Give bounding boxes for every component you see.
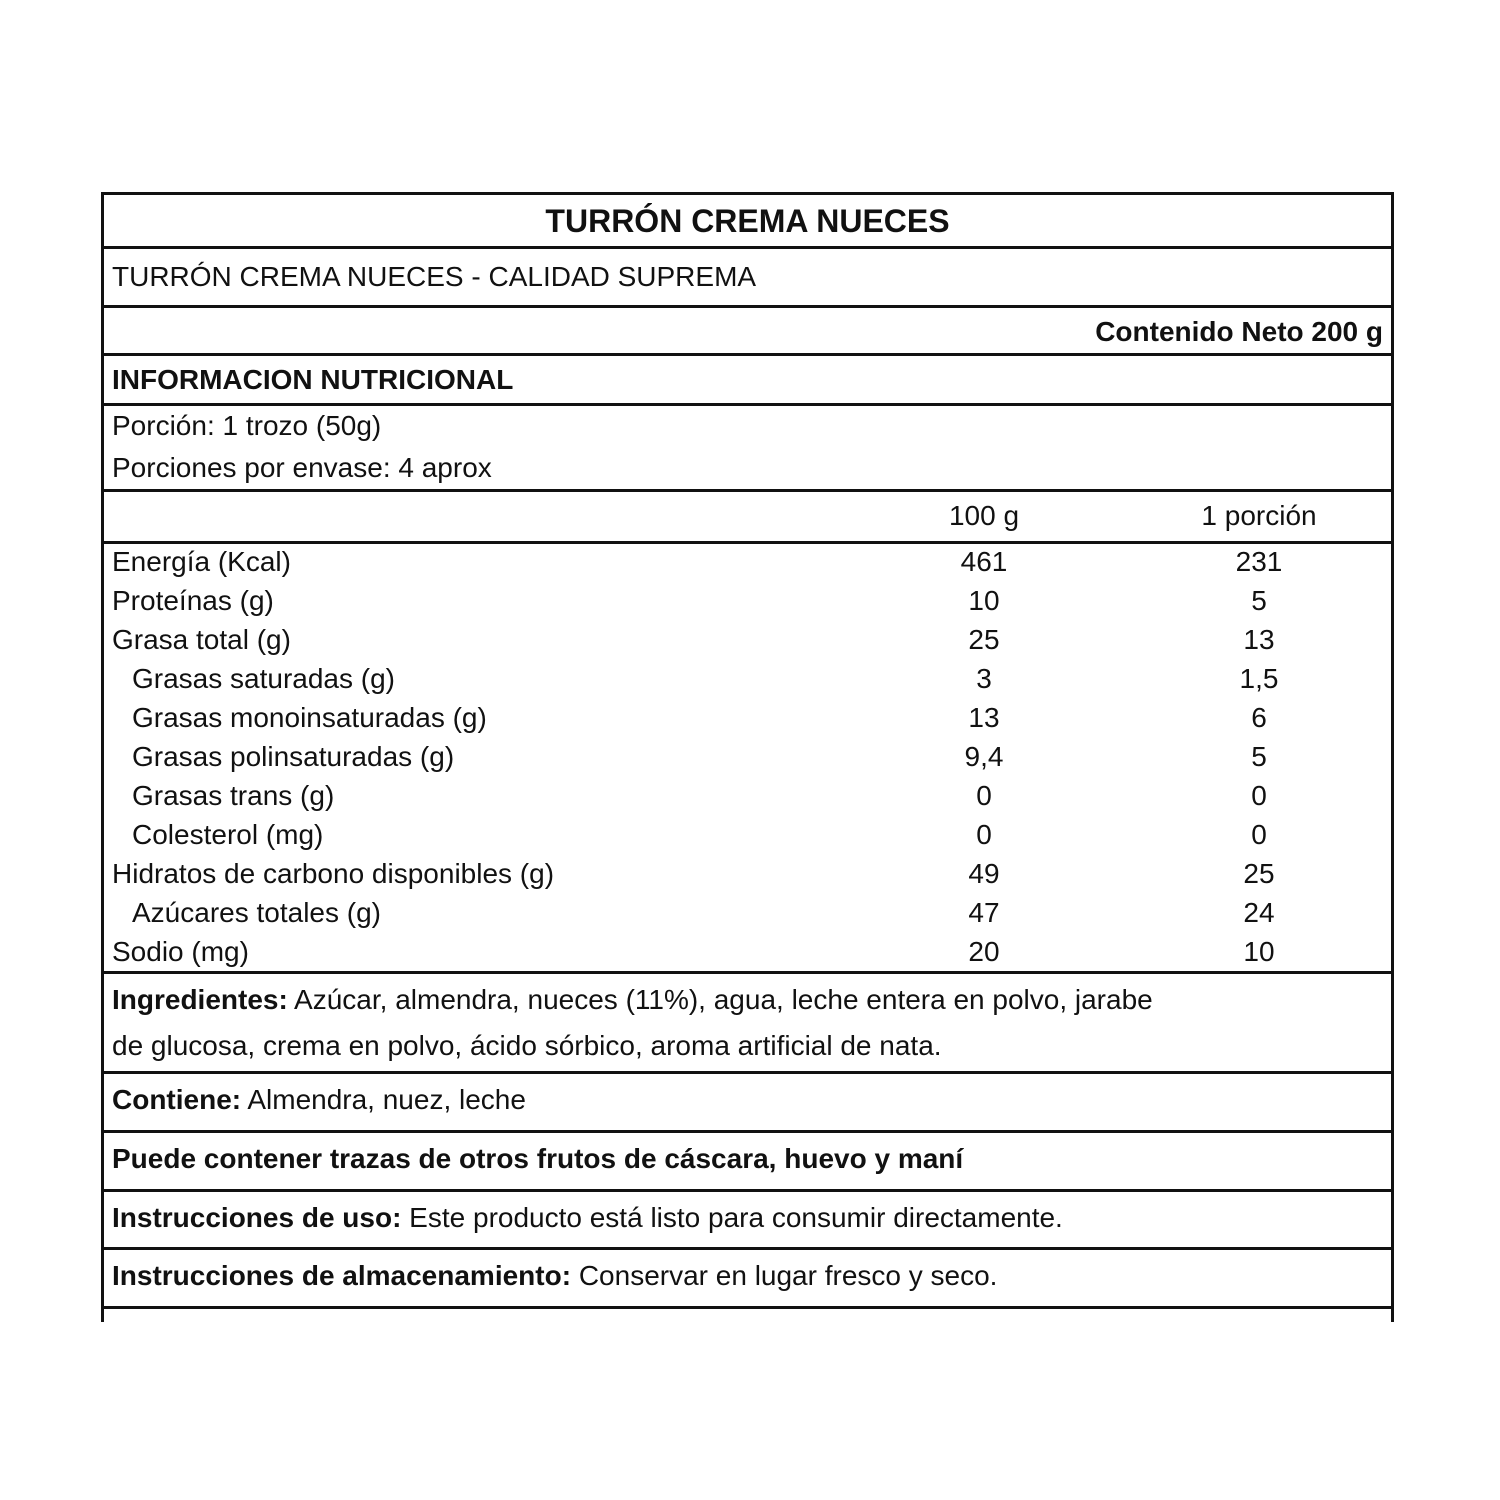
nutrient-per-100g: 25 bbox=[968, 624, 1000, 655]
nutrient-name: Proteínas (g) bbox=[112, 585, 274, 616]
net-content-row bbox=[104, 308, 1391, 356]
contains-row bbox=[104, 1074, 1391, 1133]
column-per-portion: 1 porción bbox=[1201, 500, 1317, 531]
servings-per-pack: Porciones por envase: 4 aprox bbox=[112, 452, 492, 483]
nutrient-row bbox=[104, 934, 1391, 973]
nutrient-per-portion: 24 bbox=[1243, 897, 1275, 928]
nutrient-table bbox=[104, 544, 1391, 974]
storage-label: Instrucciones de almacenamiento: bbox=[112, 1260, 572, 1291]
ingredients-text: Azúcar, almendra, nueces (11%), agua, leche entera en polvo, jarabe bbox=[287, 984, 1153, 1015]
nutrient-row bbox=[104, 778, 1391, 817]
nutrient-per-portion: 1,5 bbox=[1239, 663, 1279, 694]
nutrient-name: Hidratos de carbono disponibles (g) bbox=[112, 858, 555, 889]
nutrient-row bbox=[104, 661, 1391, 700]
ingredients-line-1 bbox=[112, 984, 1153, 1016]
storage-text: Conservar en lugar fresco y seco. bbox=[571, 1260, 998, 1291]
contains-text: Almendra, nuez, leche bbox=[241, 1084, 526, 1115]
traces-warning: Puede contener trazas de otros frutos de cáscara, huevo y maní bbox=[112, 1143, 964, 1174]
nutrient-per-100g: 13 bbox=[968, 702, 1000, 733]
usage-row bbox=[104, 1192, 1391, 1250]
subtitle-row bbox=[104, 249, 1391, 308]
nutrient-per-100g: 47 bbox=[968, 897, 1000, 928]
usage-instructions bbox=[112, 1202, 1063, 1234]
nutrition-label bbox=[101, 192, 1394, 1322]
nutrient-row bbox=[104, 739, 1391, 778]
nutrient-per-100g: 461 bbox=[960, 546, 1008, 577]
serving-row bbox=[104, 406, 1391, 492]
nutrient-row bbox=[104, 544, 1391, 583]
nutrient-name: Grasas saturadas (g) bbox=[132, 663, 395, 694]
column-per-100g: 100 g bbox=[948, 500, 1020, 531]
contains-label: Contiene: bbox=[112, 1084, 242, 1115]
nutrient-per-100g: 0 bbox=[976, 780, 992, 811]
nutrient-row bbox=[104, 895, 1391, 934]
usage-text: Este producto está listo para consumir directamente. bbox=[401, 1202, 1063, 1233]
nutrient-name: Grasas trans (g) bbox=[132, 780, 335, 811]
nutrient-name: Grasas polinsaturadas (g) bbox=[132, 741, 455, 772]
nutrient-per-portion: 13 bbox=[1243, 624, 1275, 655]
nutrient-per-100g: 49 bbox=[968, 858, 1000, 889]
usage-label: Instrucciones de uso: bbox=[112, 1202, 402, 1233]
nutrient-per-portion: 0 bbox=[1251, 819, 1267, 850]
product-subtitle: TURRÓN CREMA NUECES - CALIDAD SUPREMA bbox=[112, 261, 757, 292]
nutrient-name: Grasa total (g) bbox=[112, 624, 291, 655]
ingredients-label: Ingredientes: bbox=[112, 984, 288, 1015]
nutrient-per-portion: 5 bbox=[1251, 741, 1267, 772]
nutrient-per-100g: 20 bbox=[968, 936, 1000, 967]
nutrient-name: Colesterol (mg) bbox=[132, 819, 324, 850]
serving-size: Porción: 1 trozo (50g) bbox=[112, 410, 382, 441]
ingredients-line-2: de glucosa, crema en polvo, ácido sórbico, aroma artificial de nata. bbox=[112, 1030, 942, 1061]
nutrient-name: Azúcares totales (g) bbox=[132, 897, 381, 928]
nutrient-per-100g: 10 bbox=[968, 585, 1000, 616]
nutrient-per-portion: 10 bbox=[1243, 936, 1275, 967]
storage-row bbox=[104, 1250, 1391, 1309]
contains-statement bbox=[112, 1084, 526, 1116]
nutrient-per-portion: 231 bbox=[1235, 546, 1283, 577]
nutrient-name: Energía (Kcal) bbox=[112, 546, 291, 577]
nutrition-header-row bbox=[104, 356, 1391, 406]
storage-instructions bbox=[112, 1260, 997, 1292]
nutrient-row bbox=[104, 700, 1391, 739]
nutrient-per-100g: 9,4 bbox=[964, 741, 1004, 772]
nutrient-per-portion: 0 bbox=[1251, 780, 1267, 811]
nutrient-per-portion: 25 bbox=[1243, 858, 1275, 889]
traces-row bbox=[104, 1133, 1391, 1192]
nutrient-row bbox=[104, 817, 1391, 856]
nutrient-row bbox=[104, 856, 1391, 895]
product-title: TURRÓN CREMA NUECES bbox=[545, 203, 950, 239]
nutrient-per-portion: 6 bbox=[1251, 702, 1267, 733]
column-header-row bbox=[104, 492, 1391, 544]
nutrient-row bbox=[104, 583, 1391, 622]
nutrition-header: INFORMACION NUTRICIONAL bbox=[112, 364, 514, 395]
nutrient-per-100g: 3 bbox=[976, 663, 992, 694]
ingredients-row bbox=[104, 974, 1391, 1074]
nutrient-per-portion: 5 bbox=[1251, 585, 1267, 616]
nutrient-row bbox=[104, 622, 1391, 661]
nutrient-name: Sodio (mg) bbox=[112, 936, 249, 967]
nutrient-per-100g: 0 bbox=[976, 819, 992, 850]
nutrient-name: Grasas monoinsaturadas (g) bbox=[132, 702, 487, 733]
net-content: Contenido Neto 200 g bbox=[1095, 316, 1383, 347]
title-row bbox=[104, 195, 1391, 249]
